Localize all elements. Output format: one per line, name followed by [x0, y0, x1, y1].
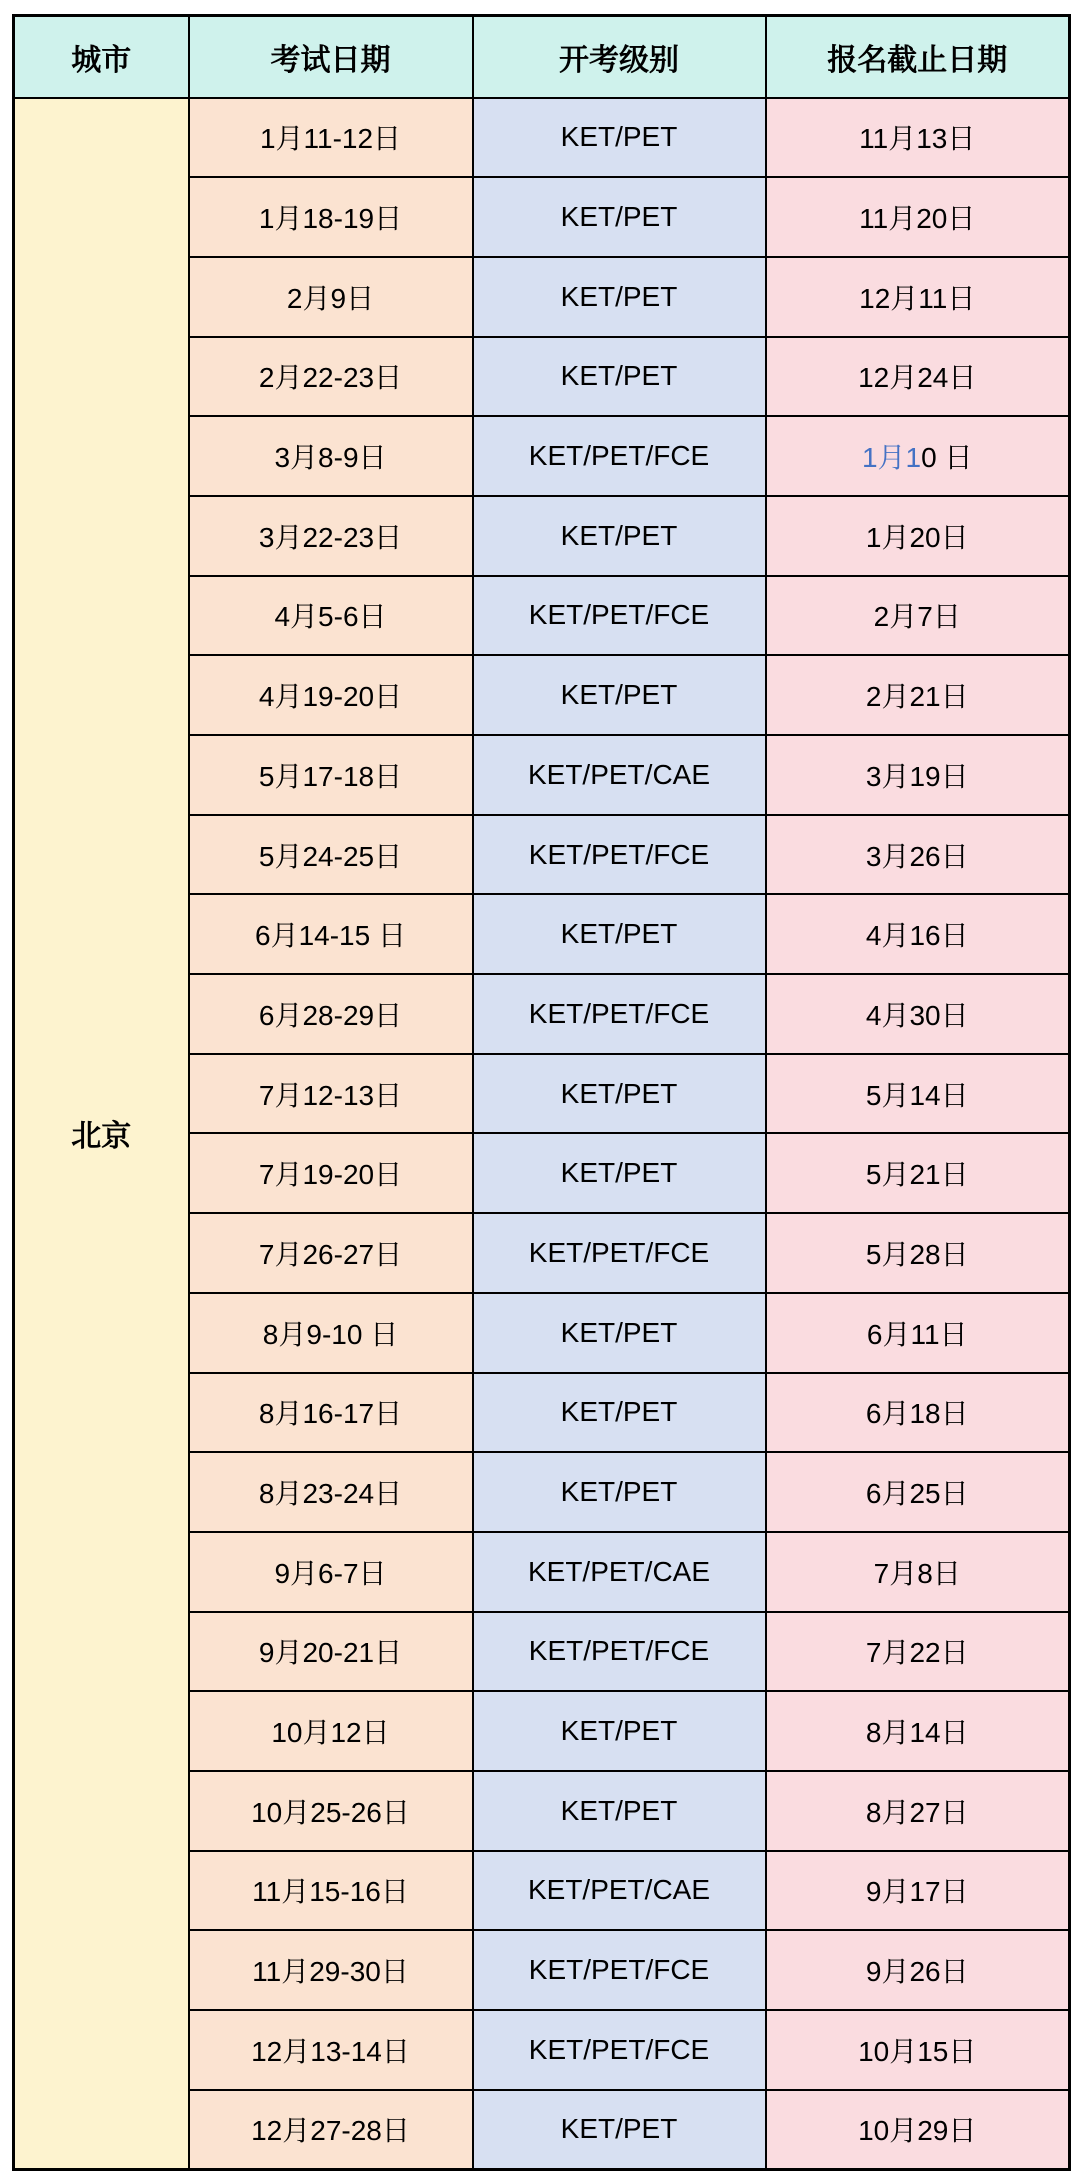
table-header: [14, 16, 1070, 98]
exam-schedule-table: [12, 14, 1071, 2171]
deadline-cell: 2月21日: [766, 655, 1070, 735]
exam-level-cell: KET/PET: [473, 1452, 766, 1532]
deadline-cell: 6月18日: [766, 1373, 1070, 1453]
exam-date-cell: 11月15-16日: [189, 1851, 473, 1931]
exam-date-cell: 6月14-15 日: [189, 894, 473, 974]
deadline-cell: 12月24日: [766, 337, 1070, 417]
exam-date-cell: 1月18-19日: [189, 177, 473, 257]
exam-date-cell: 5月17-18日: [189, 735, 473, 815]
exam-level-cell: KET/PET: [473, 257, 766, 337]
deadline-cell: 5月21日: [766, 1133, 1070, 1213]
deadline-cell: 9月17日: [766, 1851, 1070, 1931]
exam-date-cell: 10月12日: [189, 1691, 473, 1771]
header-deadline: 报名截止日期: [766, 16, 1070, 98]
deadline-cell: [766, 416, 1070, 496]
exam-date-cell: 9月6-7日: [189, 1532, 473, 1612]
header-row: [14, 16, 1070, 98]
deadline-cell: 6月25日: [766, 1452, 1070, 1532]
exam-level-cell: KET/PET: [473, 98, 766, 178]
exam-date-cell: 4月19-20日: [189, 655, 473, 735]
exam-level-cell: KET/PET: [473, 655, 766, 735]
exam-level-cell: KET/PET/FCE: [473, 576, 766, 656]
deadline-cell: 3月26日: [766, 815, 1070, 895]
exam-date-cell: 3月22-23日: [189, 496, 473, 576]
deadline-cell: 3月19日: [766, 735, 1070, 815]
deadline-cell: 2月7日: [766, 576, 1070, 656]
deadline-cell: 8月27日: [766, 1771, 1070, 1851]
deadline-cell: 1月20日: [766, 496, 1070, 576]
exam-level-cell: KET/PET/FCE: [473, 2010, 766, 2090]
exam-level-cell: KET/PET/CAE: [473, 1851, 766, 1931]
exam-date-cell: 5月24-25日: [189, 815, 473, 895]
header-exam-level: 开考级别: [473, 16, 766, 98]
exam-level-cell: KET/PET: [473, 496, 766, 576]
exam-level-cell: KET/PET: [473, 894, 766, 974]
exam-date-cell: 6月28-29日: [189, 974, 473, 1054]
table-row: [14, 98, 1070, 178]
exam-level-cell: KET/PET: [473, 1373, 766, 1453]
exam-level-cell: KET/PET/FCE: [473, 1213, 766, 1293]
header-exam-date: 考试日期: [189, 16, 473, 98]
exam-date-cell: 9月20-21日: [189, 1612, 473, 1692]
exam-level-cell: KET/PET/CAE: [473, 1532, 766, 1612]
deadline-text-part: 1月1: [861, 442, 922, 474]
exam-level-cell: KET/PET/FCE: [473, 416, 766, 496]
exam-date-cell: 12月13-14日: [189, 2010, 473, 2090]
exam-level-cell: KET/PET: [473, 2090, 766, 2170]
exam-date-cell: 12月27-28日: [189, 2090, 473, 2170]
exam-date-cell: 3月8-9日: [189, 416, 473, 496]
deadline-cell: 7月22日: [766, 1612, 1070, 1692]
exam-date-cell: 2月22-23日: [189, 337, 473, 417]
exam-date-cell: 4月5-6日: [189, 576, 473, 656]
deadline-cell: 7月8日: [766, 1532, 1070, 1612]
deadline-cell: 9月26日: [766, 1930, 1070, 2010]
exam-level-cell: KET/PET: [473, 1133, 766, 1213]
deadline-cell: 10月29日: [766, 2090, 1070, 2170]
exam-level-cell: KET/PET: [473, 1771, 766, 1851]
exam-date-cell: 8月23-24日: [189, 1452, 473, 1532]
deadline-text-part: 0 日: [921, 442, 973, 474]
exam-level-cell: KET/PET/FCE: [473, 1930, 766, 2010]
deadline-cell: 4月30日: [766, 974, 1070, 1054]
deadline-cell: 4月16日: [766, 894, 1070, 974]
exam-date-cell: 7月12-13日: [189, 1054, 473, 1134]
deadline-cell: 8月14日: [766, 1691, 1070, 1771]
exam-level-cell: KET/PET: [473, 1691, 766, 1771]
exam-date-cell: 8月16-17日: [189, 1373, 473, 1453]
exam-date-cell: 11月29-30日: [189, 1930, 473, 2010]
exam-level-cell: KET/PET/FCE: [473, 815, 766, 895]
deadline-cell: 10月15日: [766, 2010, 1070, 2090]
exam-date-cell: 7月19-20日: [189, 1133, 473, 1213]
city-cell: 北京: [14, 98, 189, 2170]
header-city: 城市: [14, 16, 189, 98]
exam-date-cell: 10月25-26日: [189, 1771, 473, 1851]
deadline-cell: 12月11日: [766, 257, 1070, 337]
exam-level-cell: KET/PET/FCE: [473, 974, 766, 1054]
exam-level-cell: KET/PET: [473, 177, 766, 257]
deadline-cell: 6月11日: [766, 1293, 1070, 1373]
exam-level-cell: KET/PET/CAE: [473, 735, 766, 815]
exam-level-cell: KET/PET: [473, 337, 766, 417]
exam-date-cell: 1月11-12日: [189, 98, 473, 178]
deadline-cell: 5月14日: [766, 1054, 1070, 1134]
deadline-cell: 11月13日: [766, 98, 1070, 178]
deadline-cell: 5月28日: [766, 1213, 1070, 1293]
exam-level-cell: KET/PET: [473, 1293, 766, 1373]
exam-date-cell: 8月9-10 日: [189, 1293, 473, 1373]
deadline-cell: 11月20日: [766, 177, 1070, 257]
exam-level-cell: KET/PET/FCE: [473, 1612, 766, 1692]
exam-date-cell: 7月26-27日: [189, 1213, 473, 1293]
table-body: [14, 98, 1070, 2170]
exam-date-cell: 2月9日: [189, 257, 473, 337]
exam-level-cell: KET/PET: [473, 1054, 766, 1134]
